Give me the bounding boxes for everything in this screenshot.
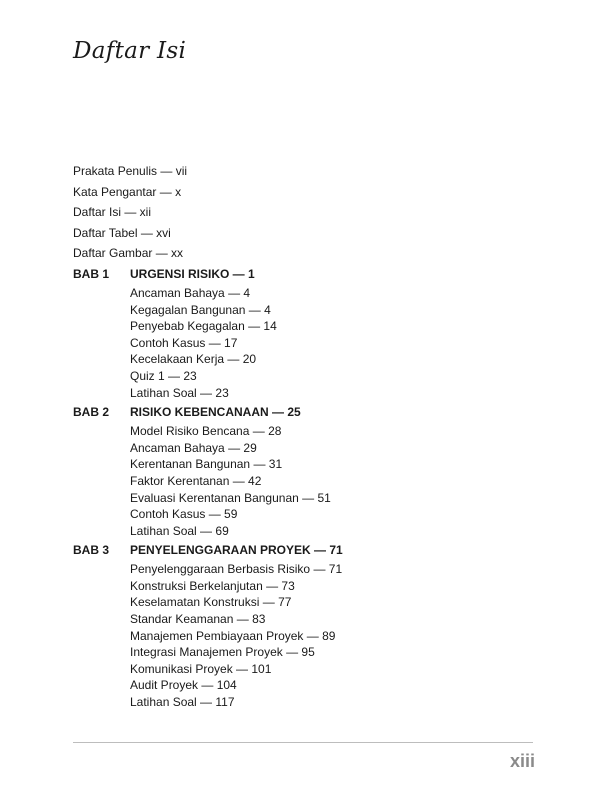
toc-section-entry: Latihan Soal — 23 — [130, 385, 229, 400]
toc-section-entry: Latihan Soal — 69 — [130, 523, 229, 538]
toc-section-entry: Penyebab Kegagalan — 14 — [130, 319, 277, 334]
toc-section-entry: Audit Proyek — 104 — [130, 678, 237, 693]
toc-front-entry: Prakata Penulis — vii — [73, 164, 188, 178]
toc-section-entry: Model Risiko Bencana — 28 — [130, 424, 282, 439]
toc-section-entry: Contoh Kasus — 59 — [130, 507, 238, 522]
toc-section-entry: Faktor Kerentanan — 42 — [130, 473, 262, 488]
footer-divider — [73, 742, 533, 743]
toc-section-entry: Integrasi Manajemen Proyek — 95 — [130, 645, 315, 660]
toc-section-entry: Evaluasi Kerentanan Bangunan — 51 — [130, 490, 331, 505]
chapter-number: BAB 2 — [73, 405, 110, 420]
chapter-number: BAB 1 — [73, 266, 110, 281]
toc-section-entry: Manajemen Pembiayaan Proyek — 89 — [130, 628, 336, 643]
toc-section-entry: Quiz 1 — 23 — [130, 368, 197, 383]
toc-section-entry: Kerentanan Bangunan — 31 — [130, 457, 283, 472]
table-of-contents — [73, 161, 533, 712]
toc-section-entry: Ancaman Bahaya — 4 — [130, 285, 251, 300]
toc-front-entry: Kata Pengantar — x — [73, 184, 182, 199]
toc-section-entry: Penyelenggaraan Berbasis Risiko — 71 — [130, 562, 343, 577]
chapter-title: URGENSI RISIKO — 1 — [130, 266, 255, 281]
toc-section-entry: Standar Keamanan — 83 — [130, 612, 266, 627]
toc-section-entry: Konstruksi Berkelanjutan — 73 — [130, 578, 295, 593]
chapter-heading — [73, 402, 533, 422]
toc-front-entry: Daftar Isi — xii — [73, 205, 152, 220]
page-title: Daftar Isi — [73, 38, 187, 64]
chapter-heading — [73, 540, 533, 560]
toc-section-entry: Latihan Soal — 117 — [130, 695, 235, 710]
chapter-sections — [130, 422, 533, 540]
toc-front-entry: Daftar Gambar — xx — [73, 246, 184, 261]
chapter-sections — [130, 560, 533, 711]
chapter-number: BAB 3 — [73, 543, 110, 558]
page-number: xiii — [509, 751, 535, 771]
chapter-title: RISIKO KEBENCANAAN — 25 — [130, 405, 301, 420]
toc-section-entry: Kecelakaan Kerja — 20 — [130, 352, 257, 367]
toc-section-entry: Kegagalan Bangunan — 4 — [130, 302, 271, 317]
chapter-sections — [130, 284, 533, 402]
chapter-title: PENYELENGGARAAN PROYEK — 71 — [130, 543, 343, 558]
toc-section-entry: Keselamatan Konstruksi — 77 — [130, 595, 292, 610]
toc-section-entry: Komunikasi Proyek — 101 — [130, 661, 272, 676]
toc-section-entry: Contoh Kasus — 17 — [130, 335, 238, 350]
chapter-heading — [73, 264, 533, 284]
toc-front-entry: Daftar Tabel — xvi — [73, 225, 171, 240]
toc-section-entry: Ancaman Bahaya — 29 — [130, 440, 257, 455]
